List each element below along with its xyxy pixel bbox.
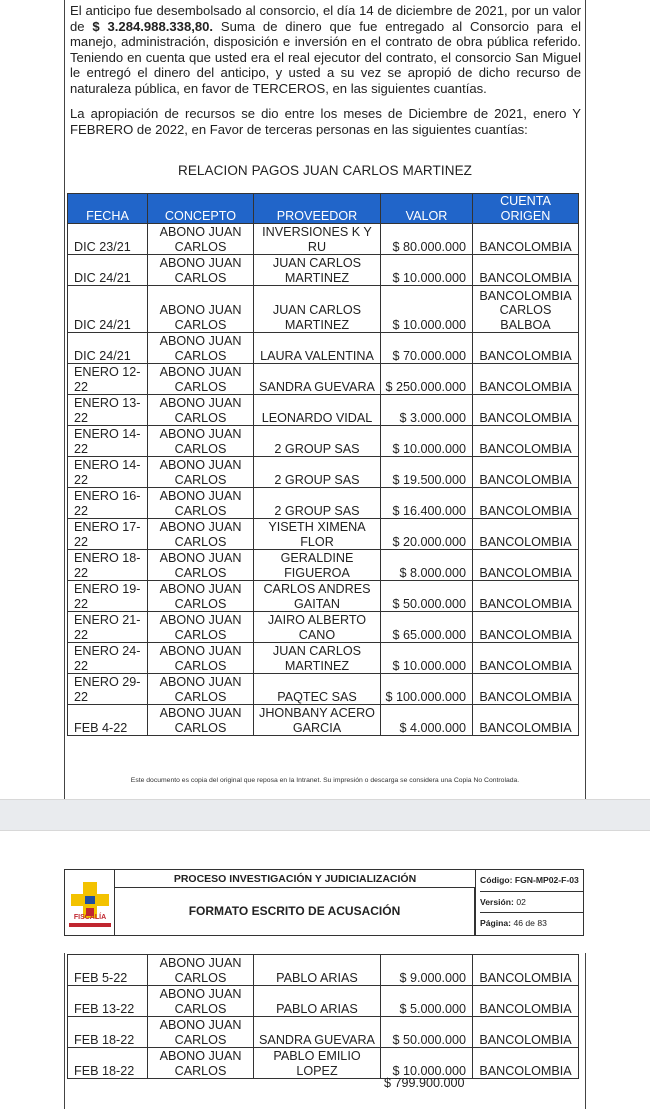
table-row bbox=[68, 224, 579, 255]
cell-proveedor: PABLO ARIAS bbox=[254, 986, 381, 1017]
table-row bbox=[68, 457, 579, 488]
table-row bbox=[68, 1048, 579, 1079]
cell-concepto: ABONO JUAN CARLOS bbox=[148, 426, 254, 457]
table-row bbox=[68, 333, 579, 364]
cell-fecha: DIC 24/21 bbox=[68, 255, 148, 286]
cell-proveedor: GERALDINE FIGUEROA bbox=[254, 550, 381, 581]
left-margin-line bbox=[64, 953, 65, 1109]
cell-valor: $ 50.000.000 bbox=[381, 1017, 473, 1048]
cell-valor: $ 19.500.000 bbox=[381, 457, 473, 488]
cell-proveedor: 2 GROUP SAS bbox=[254, 457, 381, 488]
anticipo-amount: $ 3.284.988.338,80. bbox=[92, 18, 214, 34]
cell-concepto: ABONO JUAN CARLOS bbox=[148, 643, 254, 674]
table-row bbox=[68, 364, 579, 395]
table-row bbox=[68, 955, 579, 986]
document-header bbox=[64, 869, 584, 936]
paragraph-apropiacion: La apropiación de recursos se dio entre los meses de Diciembre de 2021, enero Y FEBRERO de 2022, en Favor de terceras personas en las siguientes cuantías: bbox=[70, 106, 581, 137]
table-row bbox=[68, 674, 579, 705]
cell-cuenta: BANCOLOMBIA bbox=[473, 674, 579, 705]
cell-cuenta: BANCOLOMBIA bbox=[473, 643, 579, 674]
cell-fecha: FEB 5-22 bbox=[68, 955, 148, 986]
cell-cuenta: BANCOLOMBIA bbox=[473, 395, 579, 426]
cell-valor: $ 50.000.000 bbox=[381, 581, 473, 612]
cell-concepto: ABONO JUAN CARLOS bbox=[148, 395, 254, 426]
cell-fecha: FEB 18-22 bbox=[68, 1017, 148, 1048]
cell-cuenta: BANCOLOMBIA bbox=[473, 488, 579, 519]
cell-valor: $ 65.000.000 bbox=[381, 612, 473, 643]
cell-proveedor: JUAN CARLOS MARTINEZ bbox=[254, 255, 381, 286]
cell-fecha: ENERO 21-22 bbox=[68, 612, 148, 643]
page-value: 46 de 83 bbox=[513, 918, 547, 929]
table-row bbox=[68, 612, 579, 643]
cell-valor: $ 20.000.000 bbox=[381, 519, 473, 550]
cell-fecha: ENERO 17-22 bbox=[68, 519, 148, 550]
logo-cell bbox=[65, 870, 115, 935]
cell-valor: $ 10.000.000 bbox=[381, 255, 473, 286]
cell-proveedor: JUAN CARLOS MARTINEZ bbox=[254, 286, 381, 333]
cell-fecha: ENERO 18-22 bbox=[68, 550, 148, 581]
cell-concepto: ABONO JUAN CARLOS bbox=[148, 457, 254, 488]
table-row bbox=[68, 255, 579, 286]
cell-fecha: ENERO 13-22 bbox=[68, 395, 148, 426]
col-header-cuenta: CUENTA ORIGEN bbox=[473, 194, 579, 224]
cell-fecha: DIC 24/21 bbox=[68, 333, 148, 364]
cell-cuenta: BANCOLOMBIA bbox=[473, 364, 579, 395]
cell-fecha: FEB 18-22 bbox=[68, 1048, 148, 1079]
cell-proveedor: PABLO EMILIO LOPEZ bbox=[254, 1048, 381, 1079]
page-label-text: Página: bbox=[480, 918, 512, 929]
cell-valor: $ 70.000.000 bbox=[381, 333, 473, 364]
cell-concepto: ABONO JUAN CARLOS bbox=[148, 519, 254, 550]
paragraph-anticipo bbox=[70, 3, 581, 97]
cell-proveedor: JHONBANY ACERO GARCIA bbox=[254, 705, 381, 736]
footer-note: Este documento es copia del original que reposa en la Intranet. Su impresión o descarga se considera una Copia No Controlada. bbox=[130, 777, 520, 784]
cell-concepto: ABONO JUAN CARLOS bbox=[148, 364, 254, 395]
paragraph-anticipo-text-a: El anticipo fue desembolsado al consorcio, el día 14 de diciembre de 2021, por un valor de bbox=[70, 3, 581, 34]
cell-concepto: ABONO JUAN CARLOS bbox=[148, 550, 254, 581]
cell-concepto: ABONO JUAN CARLOS bbox=[148, 255, 254, 286]
cell-valor: $ 10.000.000 bbox=[381, 286, 473, 333]
cell-proveedor: CARLOS ANDRES GAITAN bbox=[254, 581, 381, 612]
cell-cuenta: BANCOLOMBIA CARLOS BALBOA bbox=[473, 286, 579, 333]
table-row bbox=[68, 519, 579, 550]
version-value: 02 bbox=[516, 896, 526, 907]
cell-cuenta: BANCOLOMBIA bbox=[473, 955, 579, 986]
cell-proveedor: LEONARDO VIDAL bbox=[254, 395, 381, 426]
cell-concepto: ABONO JUAN CARLOS bbox=[148, 333, 254, 364]
cell-cuenta: BANCOLOMBIA bbox=[473, 986, 579, 1017]
document-page-2 bbox=[0, 830, 650, 1109]
cell-cuenta: BANCOLOMBIA bbox=[473, 457, 579, 488]
right-margin-line bbox=[585, 0, 586, 799]
table-row bbox=[68, 286, 579, 333]
table-row bbox=[68, 426, 579, 457]
cell-cuenta: BANCOLOMBIA bbox=[473, 255, 579, 286]
cell-concepto: ABONO JUAN CARLOS bbox=[148, 955, 254, 986]
cell-cuenta: BANCOLOMBIA bbox=[473, 550, 579, 581]
cell-proveedor: JUAN CARLOS MARTINEZ bbox=[254, 643, 381, 674]
page-label bbox=[480, 913, 583, 935]
col-header-concepto: CONCEPTO bbox=[148, 194, 254, 224]
cell-valor: $ 250.000.000 bbox=[381, 364, 473, 395]
cell-concepto: ABONO JUAN CARLOS bbox=[148, 1017, 254, 1048]
cell-fecha: ENERO 14-22 bbox=[68, 457, 148, 488]
cell-fecha: ENERO 19-22 bbox=[68, 581, 148, 612]
col-header-fecha: FECHA bbox=[68, 194, 148, 224]
table-title: RELACION PAGOS JUAN CARLOS MARTINEZ bbox=[177, 163, 473, 178]
cell-proveedor: 2 GROUP SAS bbox=[254, 488, 381, 519]
cell-fecha: FEB 4-22 bbox=[68, 705, 148, 736]
cell-valor: $ 100.000.000 bbox=[381, 674, 473, 705]
cell-cuenta: BANCOLOMBIA bbox=[473, 426, 579, 457]
cell-cuenta: BANCOLOMBIA bbox=[473, 612, 579, 643]
table-row bbox=[68, 705, 579, 736]
cell-proveedor: INVERSIONES K Y RU bbox=[254, 224, 381, 255]
cell-cuenta: BANCOLOMBIA bbox=[473, 1048, 579, 1079]
cell-proveedor: PABLO ARIAS bbox=[254, 955, 381, 986]
cell-concepto: ABONO JUAN CARLOS bbox=[148, 612, 254, 643]
cell-concepto: ABONO JUAN CARLOS bbox=[148, 286, 254, 333]
cell-fecha: FEB 13-22 bbox=[68, 986, 148, 1017]
cell-cuenta: BANCOLOMBIA bbox=[473, 333, 579, 364]
table-row bbox=[68, 488, 579, 519]
cell-fecha: ENERO 16-22 bbox=[68, 488, 148, 519]
cell-cuenta: BANCOLOMBIA bbox=[473, 581, 579, 612]
right-margin-line bbox=[585, 953, 586, 1109]
left-margin-line bbox=[64, 0, 65, 799]
version-label-text: Versión: bbox=[480, 896, 514, 907]
table-row bbox=[68, 1017, 579, 1048]
cell-proveedor: LAURA VALENTINA bbox=[254, 333, 381, 364]
cell-fecha: ENERO 24-22 bbox=[68, 643, 148, 674]
cell-proveedor: JAIRO ALBERTO CANO bbox=[254, 612, 381, 643]
cell-concepto: ABONO JUAN CARLOS bbox=[148, 488, 254, 519]
version-label bbox=[480, 892, 583, 914]
payments-table-continued bbox=[67, 954, 579, 1079]
cell-fecha: DIC 24/21 bbox=[68, 286, 148, 333]
cell-concepto: ABONO JUAN CARLOS bbox=[148, 986, 254, 1017]
cell-valor: $ 80.000.000 bbox=[381, 224, 473, 255]
paragraph-anticipo-text-b: Suma de dinero que fue entregado al Consorcio para el manejo, administración, disposición e inversión en el contrato de obra pública referido. Teniendo en cuenta que usted era el real ejecutor del contrato, el consorcio San Miguel le entregó el dinero del anticipo, y usted a su vez se apropió de dicho recurso de naturaleza pública, en favor de TERCEROS, en las siguientes cuantías. bbox=[70, 18, 582, 96]
table-row bbox=[68, 581, 579, 612]
table-row bbox=[68, 986, 579, 1017]
cell-fecha: ENERO 29-22 bbox=[68, 674, 148, 705]
cell-fecha: DIC 23/21 bbox=[68, 224, 148, 255]
logo-text: FISCALÍA bbox=[73, 914, 107, 921]
cell-concepto: ABONO JUAN CARLOS bbox=[148, 674, 254, 705]
cell-proveedor: PAQTEC SAS bbox=[254, 674, 381, 705]
cell-concepto: ABONO JUAN CARLOS bbox=[148, 581, 254, 612]
cell-cuenta: BANCOLOMBIA bbox=[473, 1017, 579, 1048]
cell-proveedor: SANDRA GUEVARA bbox=[254, 1017, 381, 1048]
cell-cuenta: BANCOLOMBIA bbox=[473, 519, 579, 550]
cell-concepto: ABONO JUAN CARLOS bbox=[148, 1048, 254, 1079]
cell-proveedor: SANDRA GUEVARA bbox=[254, 364, 381, 395]
cell-valor: $ 8.000.000 bbox=[381, 550, 473, 581]
cell-valor: $ 9.000.000 bbox=[381, 955, 473, 986]
table-header-row bbox=[68, 194, 579, 224]
cell-valor: $ 16.400.000 bbox=[381, 488, 473, 519]
cell-proveedor: 2 GROUP SAS bbox=[254, 426, 381, 457]
col-header-proveedor: PROVEEDOR bbox=[254, 194, 381, 224]
logo-underline bbox=[69, 923, 111, 927]
col-header-valor: VALOR bbox=[381, 194, 473, 224]
format-title: FORMATO ESCRITO DE ACUSACIÓN bbox=[115, 888, 475, 935]
process-title: PROCESO INVESTIGACIÓN Y JUDICIALIZACIÓN bbox=[115, 870, 475, 888]
cell-cuenta: BANCOLOMBIA bbox=[473, 705, 579, 736]
cell-valor: $ 10.000.000 bbox=[381, 426, 473, 457]
cell-cuenta: BANCOLOMBIA bbox=[473, 224, 579, 255]
table-row bbox=[68, 550, 579, 581]
cell-concepto: ABONO JUAN CARLOS bbox=[148, 224, 254, 255]
cell-fecha: ENERO 12-22 bbox=[68, 364, 148, 395]
code-label: Código: FGN-MP02-F-03 bbox=[480, 870, 583, 892]
table-row bbox=[68, 643, 579, 674]
cell-valor: $ 3.000.000 bbox=[381, 395, 473, 426]
cell-valor: $ 10.000.000 bbox=[381, 643, 473, 674]
cell-proveedor: YISETH XIMENA FLOR bbox=[254, 519, 381, 550]
table-row bbox=[68, 395, 579, 426]
cell-valor: $ 4.000.000 bbox=[381, 705, 473, 736]
cell-concepto: ABONO JUAN CARLOS bbox=[148, 705, 254, 736]
payments-table bbox=[67, 193, 579, 736]
document-meta bbox=[475, 870, 583, 935]
cell-valor: $ 5.000.000 bbox=[381, 986, 473, 1017]
cell-valor: $ 10.000.000 bbox=[381, 1048, 473, 1079]
cell-fecha: ENERO 14-22 bbox=[68, 426, 148, 457]
total-amount: $ 799.900.000 bbox=[384, 1076, 465, 1090]
